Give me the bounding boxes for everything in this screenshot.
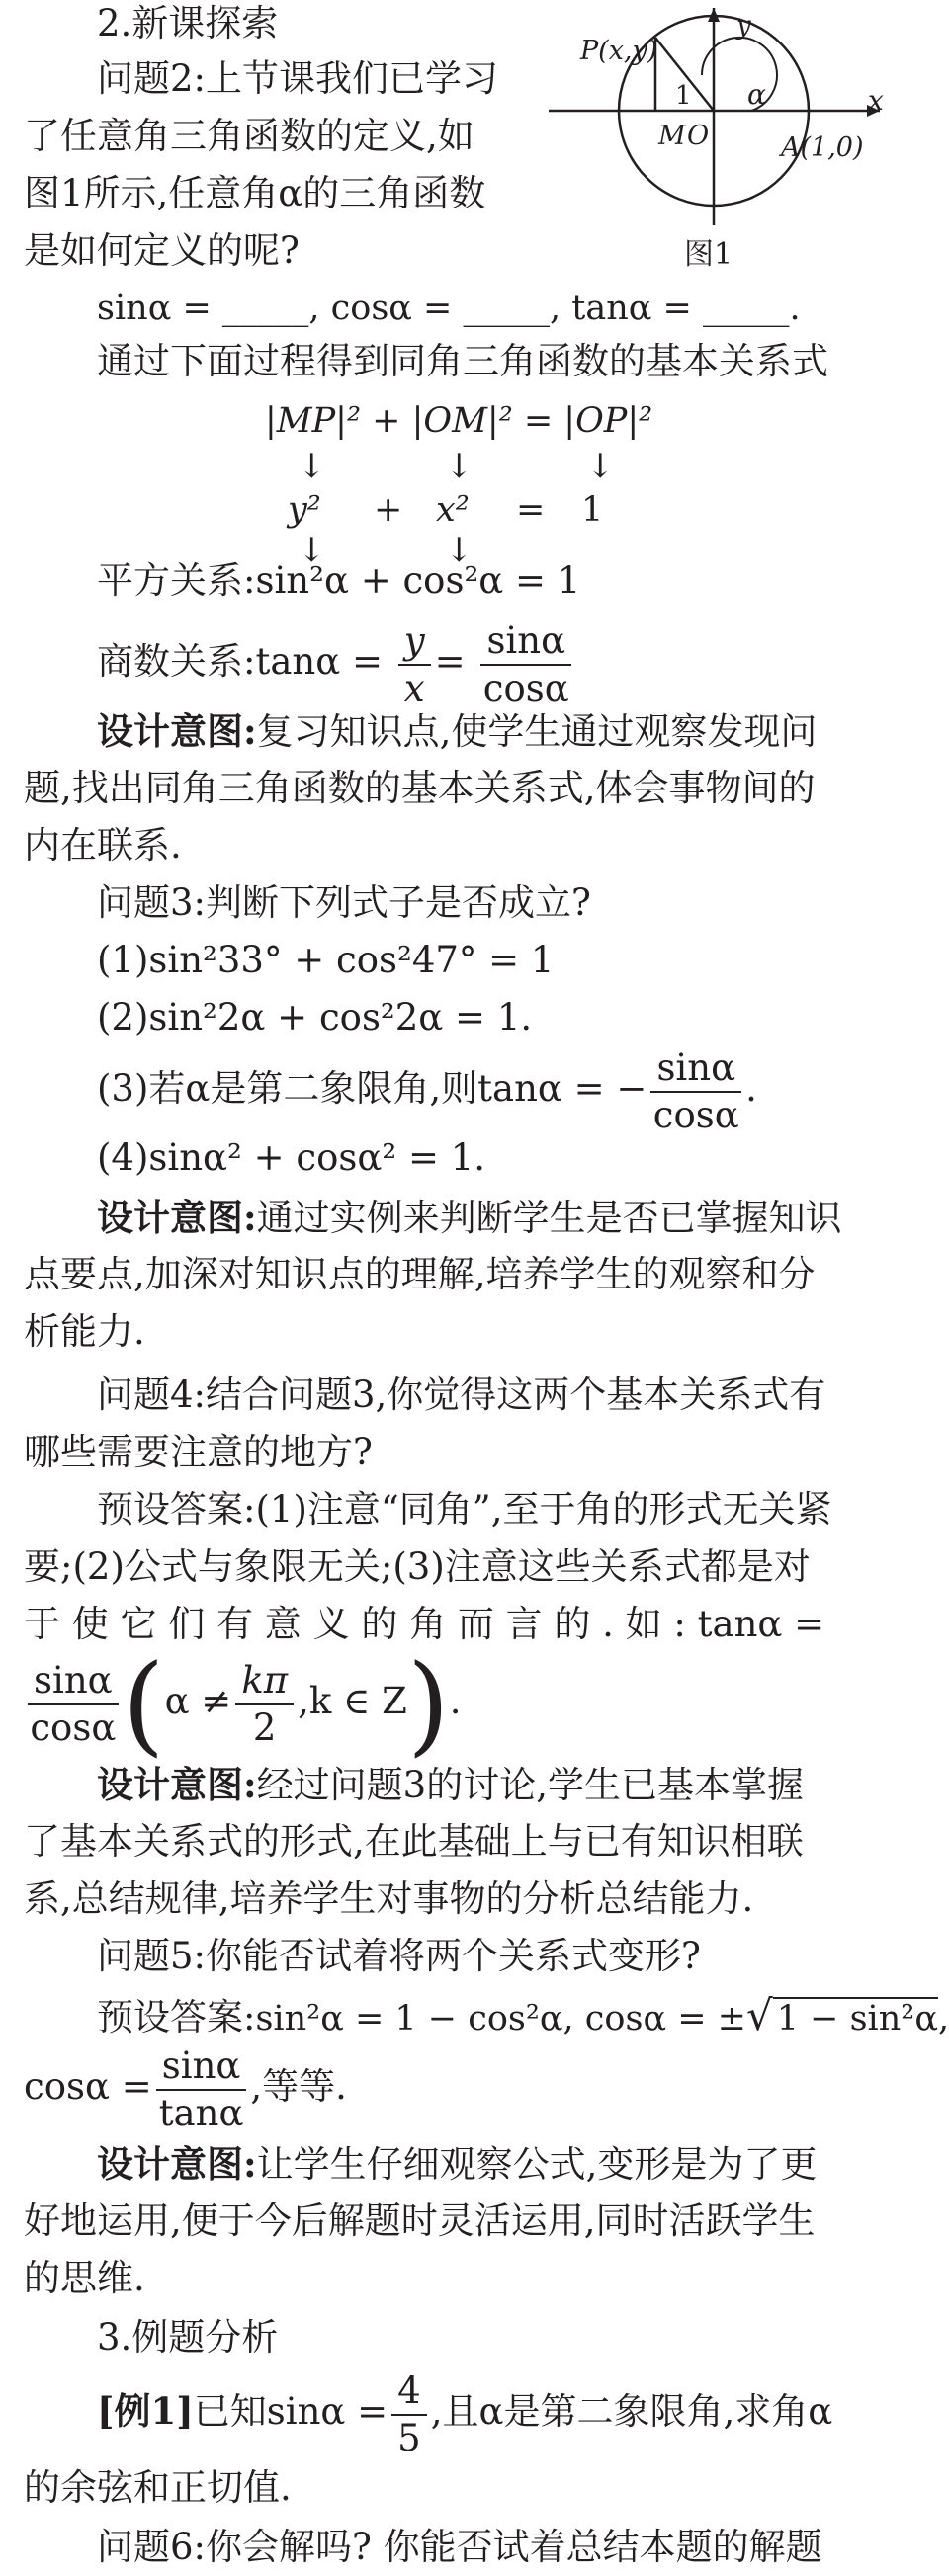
square-relation-formula: sin²α + cos²α = 1 (255, 559, 581, 602)
definition-blanks: sinα = _____, cosα = _____, tanα = _____. (97, 289, 801, 328)
point-a-label: A(1,0) (781, 132, 864, 163)
example-label: [例1] (97, 2389, 194, 2433)
x-axis-label: x (868, 84, 884, 117)
arrow-down-icon: ↓ (298, 531, 326, 570)
q3-title: 问题3:判断下列式子是否成立? (97, 881, 591, 924)
fraction-kpi-over-2 (235, 1658, 294, 1751)
sqrt-body: 1 − sin²α (773, 1997, 938, 2038)
ans5-line-1 (97, 1991, 949, 2040)
intent-text: 通过实例来判断学生是否已掌握知识 (256, 1197, 842, 1239)
intent1-line-1 (97, 709, 817, 754)
right-paren: ) (406, 1640, 450, 1768)
arrow-down-icon: ↓ (445, 531, 474, 570)
quotient-relation-label: 商数关系: (97, 640, 256, 683)
fraction-sin-over-tan (156, 2043, 247, 2136)
alpha-label: α (747, 78, 766, 111)
origin-o-label: O (687, 121, 710, 151)
intent2-line-3: 析能力. (24, 1310, 145, 1353)
intent2-line-1 (97, 1196, 842, 1240)
intent-label: 设计意图: (97, 2142, 257, 2186)
intent-text: 让学生仔细观察公式,变形是为了更 (256, 2143, 818, 2186)
ans5-formula: sin²α = 1 − cos²α, cosα = ± (255, 1999, 746, 2038)
intent-text: 经过问题3的讨论,学生已基本掌握 (256, 1764, 804, 1806)
condition-text: α ≠ (164, 1680, 232, 1722)
intent-text: 复习知识点,使学生通过观察发现问 (256, 710, 818, 753)
intent3-line-3: 系,总结规律,培养学生对事物的分析总结能力. (24, 1877, 754, 1920)
fraction-denominator: x (403, 666, 425, 709)
q2-line-4: 是如何定义的呢? (24, 229, 300, 272)
ans4-line-3: 于 使 它 们 有 意 义 的 角 而 言 的 . 如 : tanα = (24, 1603, 825, 1645)
q3-item-2: (2)sin²2α + cos²2α = 1. (97, 996, 533, 1039)
q3-item-4: (4)sinα² + cosα² = 1. (97, 1136, 486, 1179)
fraction-numerator: kπ (235, 1658, 294, 1705)
intent4-line-2: 好地运用,便于今后解题时灵活运用,同时活跃学生 (24, 2200, 816, 2242)
equals-sign: = (434, 640, 466, 683)
intent3-line-1 (97, 1763, 804, 1807)
intent3-line-2: 了基本关系式的形式,在此基础上与已有知识相联 (24, 1820, 804, 1863)
fraction-denominator: cosα (482, 666, 569, 709)
fraction-sin-over-cos (480, 619, 571, 711)
condition-text: ,k ∈ Z (298, 1680, 407, 1722)
q4-line-2: 哪些需要注意的地方? (24, 1431, 373, 1473)
fraction-denominator: cosα (652, 1093, 739, 1136)
example-text: ,且α是第二象限角,求角α (430, 2390, 833, 2433)
fraction-denominator: 5 (397, 2416, 421, 2459)
arrow-down-icon: ↓ (445, 447, 474, 486)
intent-label: 设计意图: (97, 709, 257, 753)
q5-title: 问题5:你能否试着将两个关系式变形? (97, 1935, 701, 1977)
q3-item-1: (1)sin²33° + cos²47° = 1 (97, 939, 555, 981)
ans5-line-2 (24, 2041, 347, 2136)
q2-line-3: 图1所示,任意角α的三角函数 (24, 172, 486, 214)
ans5-tail: ,等等. (250, 2065, 347, 2108)
arrow-down-icon: ↓ (298, 447, 326, 486)
fraction-y-over-x (398, 619, 431, 711)
derive-top-equation: |MP|² + |OM|² = |OP|² (265, 401, 653, 441)
example-1-line-1 (97, 2366, 832, 2461)
point-p-label: P(x,y) (580, 36, 658, 66)
period: . (449, 1680, 462, 1722)
ans4-formula (24, 1640, 462, 1768)
section-title: 2.新课探索 (97, 2, 279, 44)
ans4-line-2: 要;(2)公式与象限无关;(3)注意这些关系式都是对 (24, 1545, 811, 1588)
section-title: 3.例题分析 (97, 2316, 279, 2359)
q3-item-3-text: (3)若α是第二象限角,则tanα = − (97, 1067, 647, 1110)
left-paren: ( (122, 1640, 165, 1768)
fraction-numerator: sinα (480, 619, 571, 666)
fraction-numerator: 4 (391, 2368, 427, 2416)
fraction-denominator: tanα (158, 2091, 244, 2134)
q3-item-3 (97, 1043, 757, 1138)
quotient-relation (97, 617, 575, 711)
fraction-numerator: sinα (156, 2043, 247, 2091)
ans4-line-1: 预设答案:(1)注意“同角”,至于角的形式无关紧 (97, 1488, 832, 1531)
derive-plus: + (374, 490, 403, 530)
period: . (745, 1067, 757, 1110)
cos-lhs: cosα = (24, 2065, 152, 2108)
sqrt-icon: √ (745, 1991, 773, 2039)
comma: , (937, 1999, 949, 2038)
point-m-label: M (658, 121, 686, 151)
intent-label: 设计意图: (97, 1763, 257, 1806)
fraction-numerator: y (398, 619, 431, 666)
figure-caption: 图1 (684, 237, 733, 272)
q2-line-1: 问题2:上节课我们已学习 (97, 57, 499, 100)
fraction-numerator: sinα (650, 1045, 741, 1093)
intent2-line-2: 点要点,加深对知识点的理解,培养学生的观察和分 (24, 1253, 816, 1295)
ans5-label: 预设答案: (97, 1996, 256, 2038)
q6-title: 问题6:你会解吗? 你能否试着总结本题的解题 (97, 2526, 822, 2568)
fraction-4-over-5 (391, 2368, 427, 2461)
intent4-line-1 (97, 2142, 817, 2187)
intent1-line-2: 题,找出同角三角函数的基本关系式,体会事物间的 (24, 767, 816, 809)
tan-lhs: tanα = (255, 640, 383, 683)
q2-line-2: 了任意角三角函数的定义,如 (24, 115, 474, 157)
intent4-line-3: 的思维. (24, 2257, 145, 2299)
arrow-down-icon: ↓ (586, 447, 615, 486)
derive-one: 1 (581, 490, 604, 530)
intent1-line-3: 内在联系. (24, 824, 182, 867)
fraction-sin-over-cos (28, 1658, 119, 1751)
fraction-denominator: 2 (252, 1705, 277, 1749)
fraction-sin-over-cos (650, 1045, 741, 1138)
intent-label: 设计意图: (97, 1196, 257, 1239)
square-relation (97, 559, 580, 603)
example-text: 已知sinα = (193, 2390, 388, 2433)
derive-y-squared: y² (288, 490, 321, 530)
radius-one-label: 1 (675, 81, 692, 111)
derive-intro: 通过下面过程得到同角三角函数的基本关系式 (97, 340, 828, 382)
derive-equals: = (516, 490, 546, 530)
y-axis-label: y (736, 11, 751, 41)
fraction-numerator: sinα (28, 1658, 119, 1705)
fraction-denominator: cosα (30, 1705, 117, 1749)
example-1-line-2: 的余弦和正切值. (24, 2466, 292, 2509)
q4-line-1: 问题4:结合问题3,你觉得这两个基本关系式有 (97, 1373, 826, 1416)
square-relation-label: 平方关系: (97, 559, 256, 602)
derive-x-squared: x² (436, 490, 470, 530)
